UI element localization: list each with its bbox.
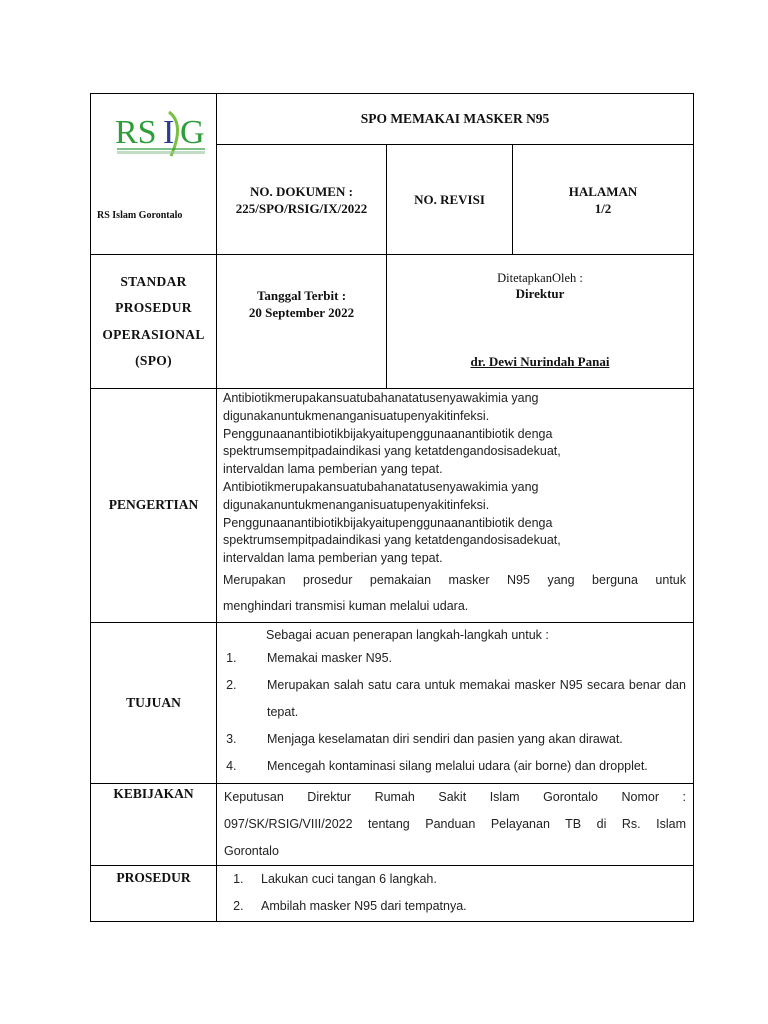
pengertian-line: intervaldan lama pemberian yang tepat.: [223, 551, 443, 566]
established-by-label: DitetapkanOleh :: [497, 271, 583, 285]
tujuan-label: TUJUAN: [91, 622, 217, 783]
pengertian-label: PENGERTIAN: [91, 389, 217, 623]
issue-date-value: 20 September 2022: [248, 305, 355, 320]
pengertian-closing-1: Merupakan prosedur pemakaian masker N95 yang berguna untuk: [223, 572, 687, 587]
kebijakan-label: KEBIJAKAN: [91, 783, 217, 865]
document-title: SPO MEMAKAI MASKER N95: [217, 94, 694, 145]
hospital-name: RS Islam Gorontalo: [97, 210, 183, 221]
pengertian-line: Penggunaanantibiotikbijakyaitupenggunaanantibiotik denga: [223, 426, 553, 441]
issue-date-cell: [217, 255, 387, 389]
doc-number-value: 225/SPO/RSIG/IX/2022: [235, 200, 368, 216]
tujuan-item: 3. Menjaga keselamatan diri sendiri dan pasien yang akan dirawat.: [240, 726, 686, 753]
approver-position: Direktur: [515, 286, 565, 301]
issue-date-label: Tanggal Terbit :: [256, 288, 347, 303]
kebijakan-line-3: Gorontalo: [224, 843, 279, 858]
pengertian-line: intervaldan lama pemberian yang tepat.: [223, 462, 443, 477]
tujuan-item: 2. Merupakan salah satu cara untuk memakai masker N95 secara benar dan tepat.: [240, 672, 686, 726]
prosedur-item: 1. Lakukan cuci tangan 6 langkah.: [247, 866, 686, 893]
approval-cell: [387, 255, 694, 389]
kebijakan-line-2: 097/SK/RSIG/VIII/2022 tentang Panduan Pelayanan TB di Rs. Islam: [224, 816, 687, 831]
pengertian-line: digunakanuntukmenanganisuatupenyakitinfeksi.: [223, 408, 490, 423]
kebijakan-content: [217, 783, 694, 865]
doc-number-label: NO. DOKUMEN :: [250, 183, 353, 199]
standard-line-3: OPERASIONAL: [102, 326, 205, 342]
revision-label: NO. REVISI: [414, 192, 485, 207]
pengertian-line: spektrumsempitpadaindikasi yang ketatdengandosisadekuat,: [223, 533, 561, 548]
page-label: HALAMAN: [568, 183, 638, 199]
revision-cell: [387, 145, 513, 255]
logo-tagline-mark: [117, 151, 205, 154]
tujuan-list: [217, 645, 686, 780]
pengertian-line: Antibiotikmerupakansuatubahanatatusenyawakimia yang: [223, 391, 539, 405]
logo-cell: [91, 94, 217, 255]
pengertian-line: spektrumsempitpadaindikasi yang ketatdengandosisadekuat,: [223, 444, 561, 459]
logo-letter-g: G: [180, 114, 205, 151]
standard-cell: [91, 255, 217, 389]
prosedur-label: PROSEDUR: [91, 865, 217, 921]
standard-line-4: (SPO): [135, 353, 172, 368]
standard-line-1: STANDAR: [120, 273, 187, 289]
prosedur-list: [217, 866, 686, 920]
pengertian-line: Penggunaanantibiotikbijakyaitupenggunaanantibiotik denga: [223, 515, 553, 530]
tujuan-item: 1. Memakai masker N95.: [240, 645, 686, 672]
logo-letter-i: I: [163, 114, 175, 151]
doc-number-cell: [217, 145, 387, 255]
pengertian-line: digunakanuntukmenanganisuatupenyakitinfeksi.: [223, 497, 490, 512]
page-value: 1/2: [594, 200, 612, 216]
approver-name: dr. Dewi Nurindah Panai: [470, 354, 610, 369]
pengertian-line: Antibiotikmerupakansuatubahanatatusenyawakimia yang: [223, 479, 539, 494]
tujuan-content: [217, 622, 694, 783]
tujuan-intro: Sebagai acuan penerapan langkah-langkah untuk :: [266, 627, 549, 642]
spo-document-table: [90, 93, 694, 922]
prosedur-content: [217, 865, 694, 921]
pengertian-closing-2: menghindari transmisi kuman melalui udara.: [223, 598, 469, 613]
prosedur-item: 2. Ambilah masker N95 dari tempatnya.: [247, 893, 686, 920]
kebijakan-line-1: Keputusan Direktur Rumah Sakit Islam Gorontalo Nomor :: [224, 789, 687, 804]
logo-letters-rs: RS: [115, 114, 157, 151]
pengertian-content: [217, 389, 694, 623]
page-cell: [513, 145, 694, 255]
tujuan-item: 4. Mencegah kontaminasi silang melalui udara (air borne) dan dropplet.: [240, 753, 686, 780]
hospital-logo: [105, 104, 215, 162]
standard-line-2: PROSEDUR: [115, 300, 192, 315]
